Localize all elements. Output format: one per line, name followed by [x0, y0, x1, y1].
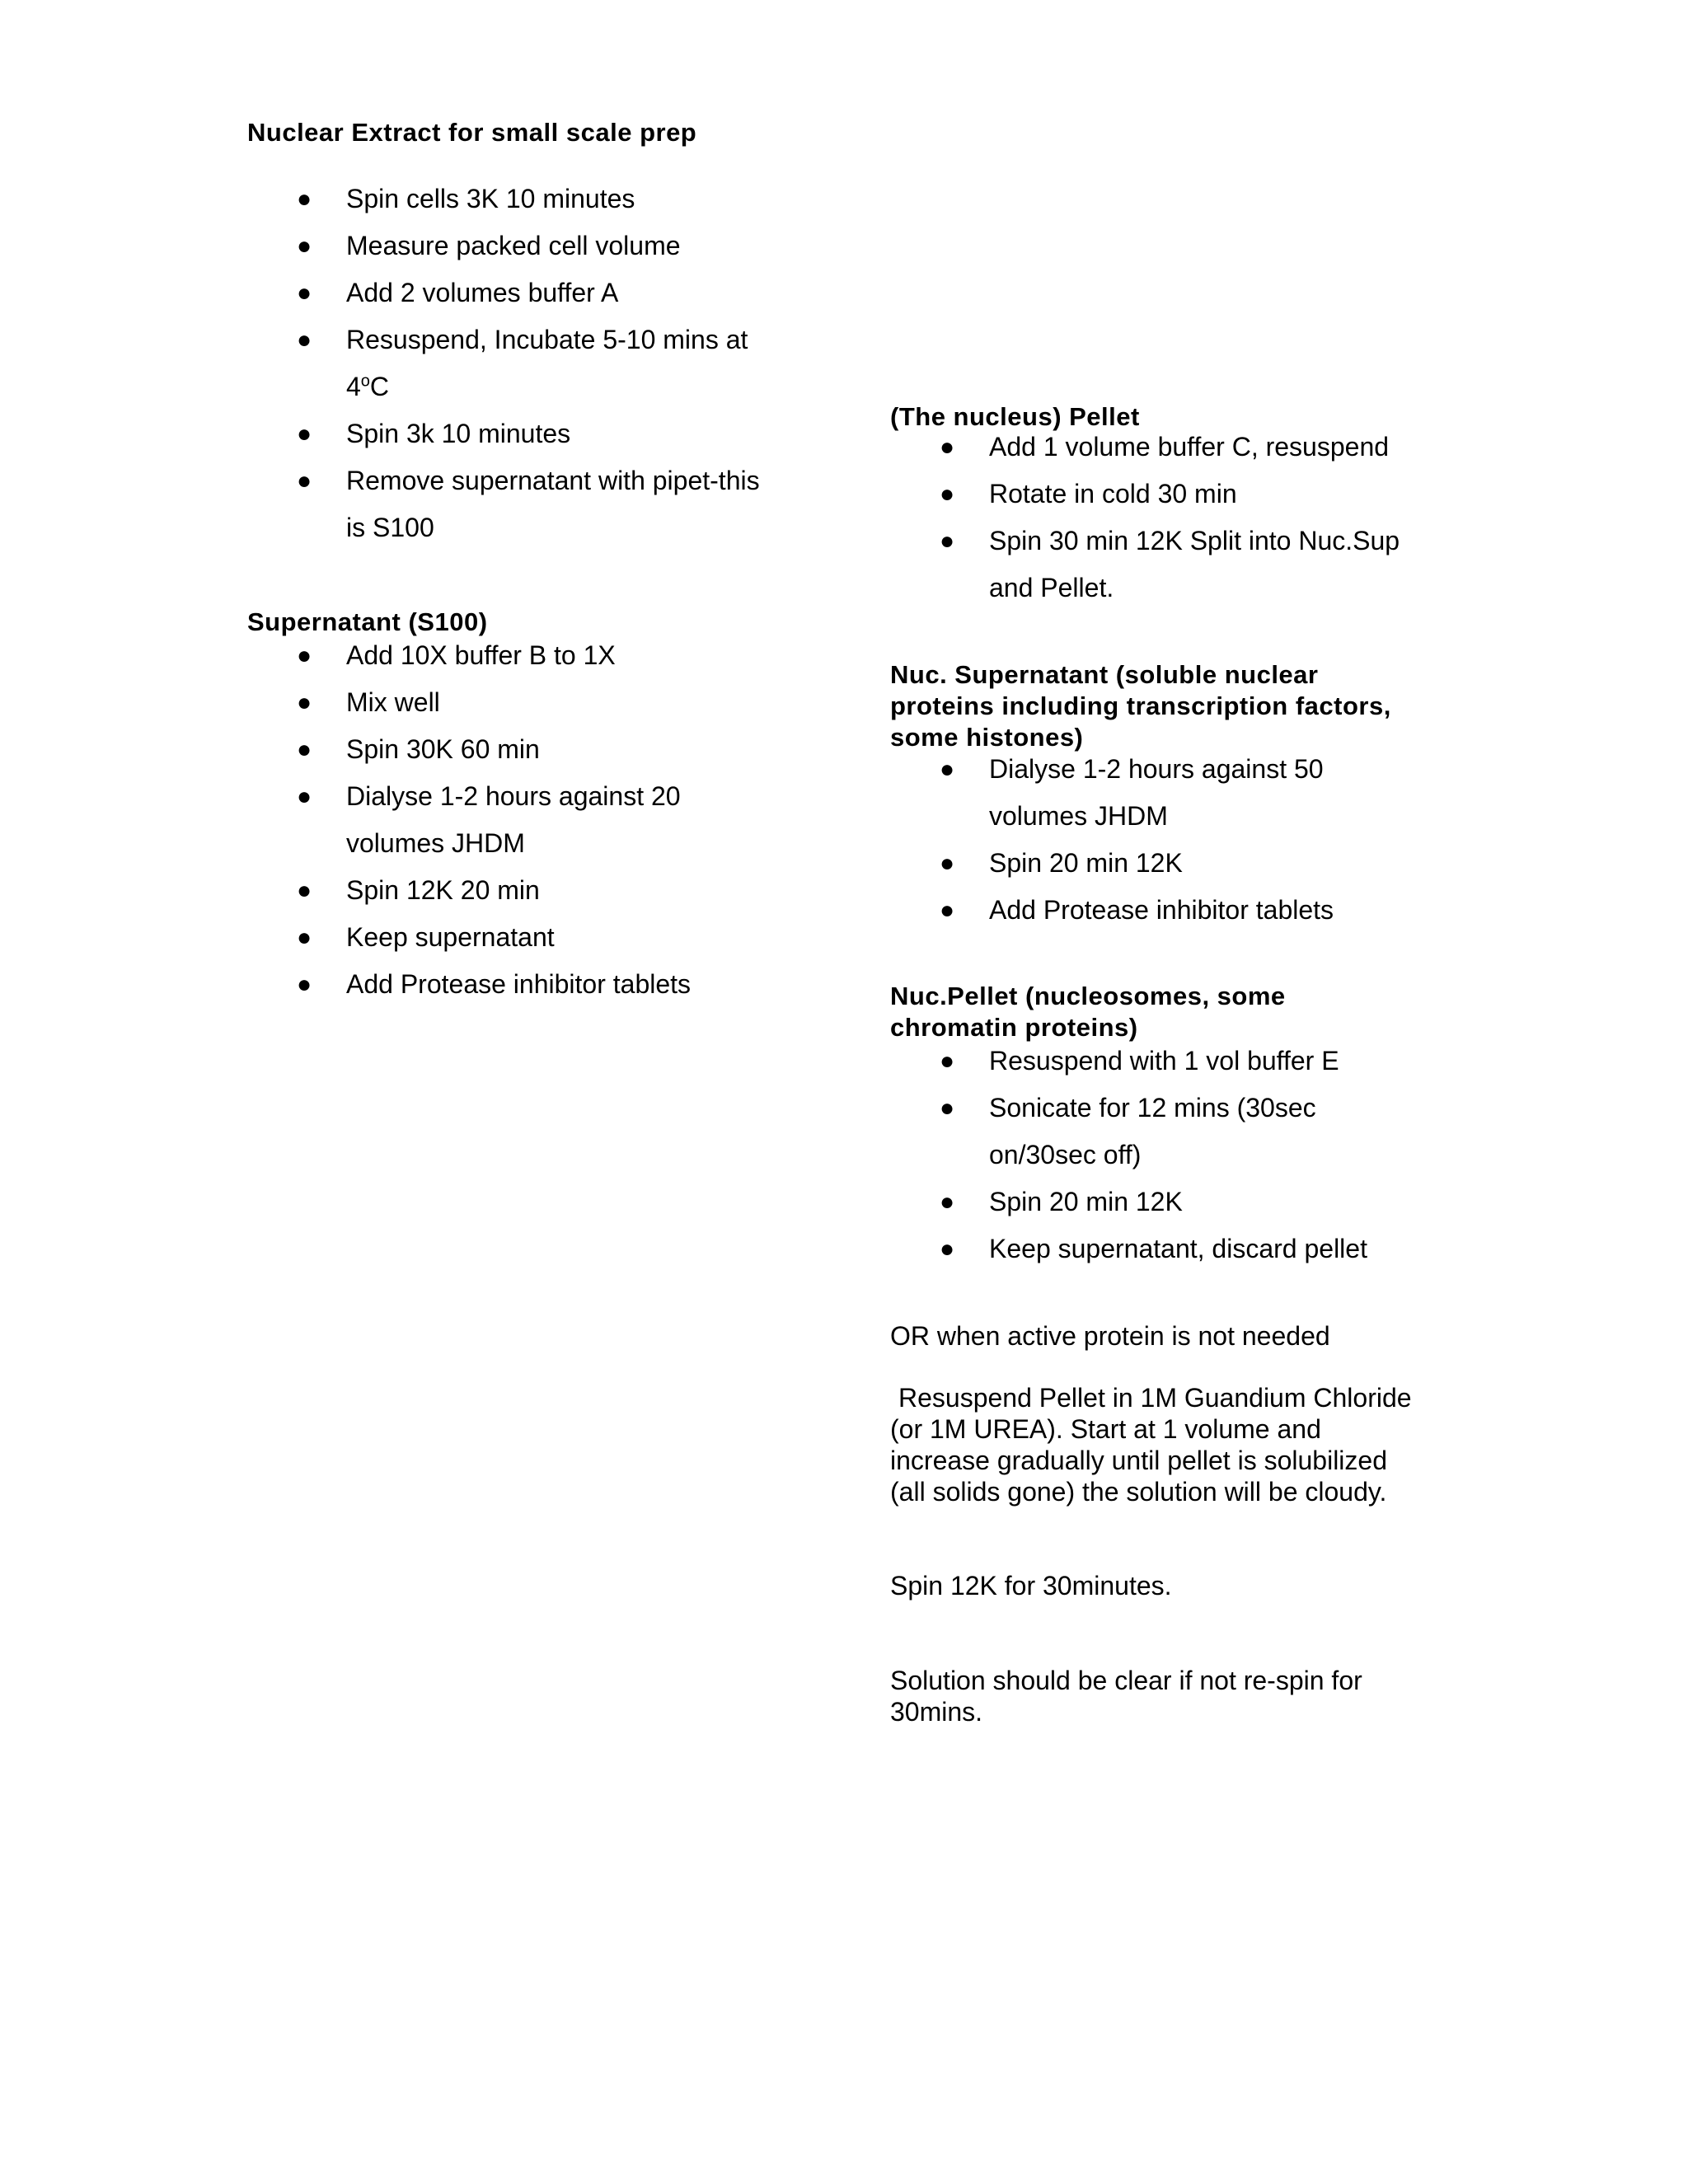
- page-title: Nuclear Extract for small scale prep: [247, 118, 697, 147]
- pellet-heading: (The nucleus) Pellet: [890, 402, 1140, 431]
- list-item: ● Rotate in cold 30 min: [890, 471, 1451, 518]
- bullet-icon: ●: [940, 434, 955, 461]
- list-item: ● Mix well: [247, 679, 808, 726]
- bullet-icon: ●: [297, 971, 312, 998]
- bullet-icon: ●: [297, 689, 312, 716]
- bullet-icon: ●: [940, 1094, 955, 1122]
- list-item: ● Sonicate for 12 mins (30sec: [890, 1085, 1451, 1132]
- list-item-continuation: is S100: [346, 513, 434, 542]
- pellet-steps-list: [890, 424, 1451, 612]
- list-item: ● Remove supernatant with pipet-this: [247, 457, 808, 504]
- heading-line: some histones): [890, 723, 1084, 752]
- bullet-icon: ●: [297, 467, 312, 494]
- nuc-supernatant-steps-list: [890, 746, 1451, 934]
- list-item: ● Dialyse 1-2 hours against 20: [247, 773, 808, 820]
- supernatant-heading: Supernatant (S100): [247, 607, 488, 636]
- nuc-supernatant-heading: [890, 659, 1451, 753]
- spin-note: Spin 12K for 30minutes.: [890, 1571, 1172, 1601]
- paragraph-line: 30mins.: [890, 1697, 983, 1727]
- list-item-continuation: 4$^o$C: [346, 372, 390, 401]
- heading-line: Nuc.Pellet (nucleosomes, some: [890, 982, 1286, 1010]
- bullet-icon: ●: [297, 232, 312, 260]
- list-item: ● Spin 3k 10 minutes: [247, 410, 808, 457]
- list-item: ● Keep supernatant: [247, 914, 808, 961]
- nuc-pellet-steps-list: [890, 1038, 1451, 1272]
- bullet-icon: ●: [297, 736, 312, 763]
- bullet-icon: ●: [297, 783, 312, 810]
- nuc-pellet-heading: [890, 981, 1451, 1043]
- paragraph-line: increase gradually until pellet is solubilized: [890, 1446, 1387, 1475]
- paragraph-line: Resuspend Pellet in 1M Guandium Chloride: [898, 1383, 1412, 1413]
- list-item: ● Resuspend with 1 vol buffer E: [890, 1038, 1451, 1085]
- bullet-icon: ●: [297, 326, 312, 354]
- list-item: ● Spin 20 min 12K: [890, 840, 1451, 887]
- list-item: ● Spin 12K 20 min: [247, 867, 808, 914]
- list-item: ● Add 10X buffer B to 1X: [247, 632, 808, 679]
- initial-steps-list: [247, 176, 808, 551]
- list-item-continuation: and Pellet.: [989, 573, 1114, 602]
- list-item: ● Add Protease inhibitor tablets: [247, 961, 808, 1008]
- list-item: ● Add 2 volumes buffer A: [247, 269, 808, 316]
- list-item: ● Spin 20 min 12K: [890, 1179, 1451, 1226]
- list-item: ● Spin 30K 60 min: [247, 726, 808, 773]
- bullet-icon: ●: [297, 420, 312, 448]
- bullet-icon: ●: [297, 279, 312, 307]
- list-item: ● Spin cells 3K 10 minutes: [247, 176, 808, 223]
- bullet-icon: ●: [297, 642, 312, 669]
- list-item: ● Measure packed cell volume: [247, 223, 808, 269]
- bullet-icon: ●: [940, 480, 955, 508]
- bullet-icon: ●: [297, 185, 312, 213]
- list-item-continuation: on/30sec off): [989, 1140, 1142, 1169]
- supernatant-steps-list: [247, 632, 808, 1008]
- paragraph-line: Solution should be clear if not re-spin for: [890, 1666, 1362, 1695]
- or-note: OR when active protein is not needed: [890, 1321, 1330, 1351]
- list-item: ● Keep supernatant, discard pellet: [890, 1226, 1451, 1272]
- list-item-continuation: volumes JHDM: [989, 801, 1168, 831]
- list-item: ● Add 1 volume buffer C, resuspend: [890, 424, 1451, 471]
- bullet-icon: ●: [940, 756, 955, 783]
- list-item: ● Resuspend, Incubate 5-10 mins at: [247, 316, 808, 363]
- solution-note: [890, 1665, 1451, 1727]
- bullet-icon: ●: [297, 924, 312, 951]
- bullet-icon: ●: [940, 850, 955, 877]
- list-item: ● Add Protease inhibitor tablets: [890, 887, 1451, 934]
- list-item: ● Dialyse 1-2 hours against 50: [890, 746, 1451, 793]
- heading-line: chromatin proteins): [890, 1013, 1138, 1042]
- list-item: ● Spin 30 min 12K Split into Nuc.Sup: [890, 518, 1451, 565]
- bullet-icon: ●: [940, 1188, 955, 1216]
- bullet-icon: ●: [940, 1235, 955, 1263]
- paragraph-line: (or 1M UREA). Start at 1 volume and: [890, 1414, 1321, 1444]
- bullet-icon: ●: [940, 527, 955, 555]
- list-item-continuation: volumes JHDM: [346, 828, 525, 858]
- heading-line: Nuc. Supernatant (soluble nuclear: [890, 660, 1319, 689]
- bullet-icon: ●: [297, 877, 312, 904]
- bullet-icon: ●: [940, 897, 955, 924]
- paragraph-line: (all solids gone) the solution will be cloudy.: [890, 1477, 1387, 1507]
- resuspend-paragraph: [890, 1382, 1467, 1507]
- bullet-icon: ●: [940, 1047, 955, 1075]
- heading-line: proteins including transcription factors,: [890, 691, 1391, 720]
